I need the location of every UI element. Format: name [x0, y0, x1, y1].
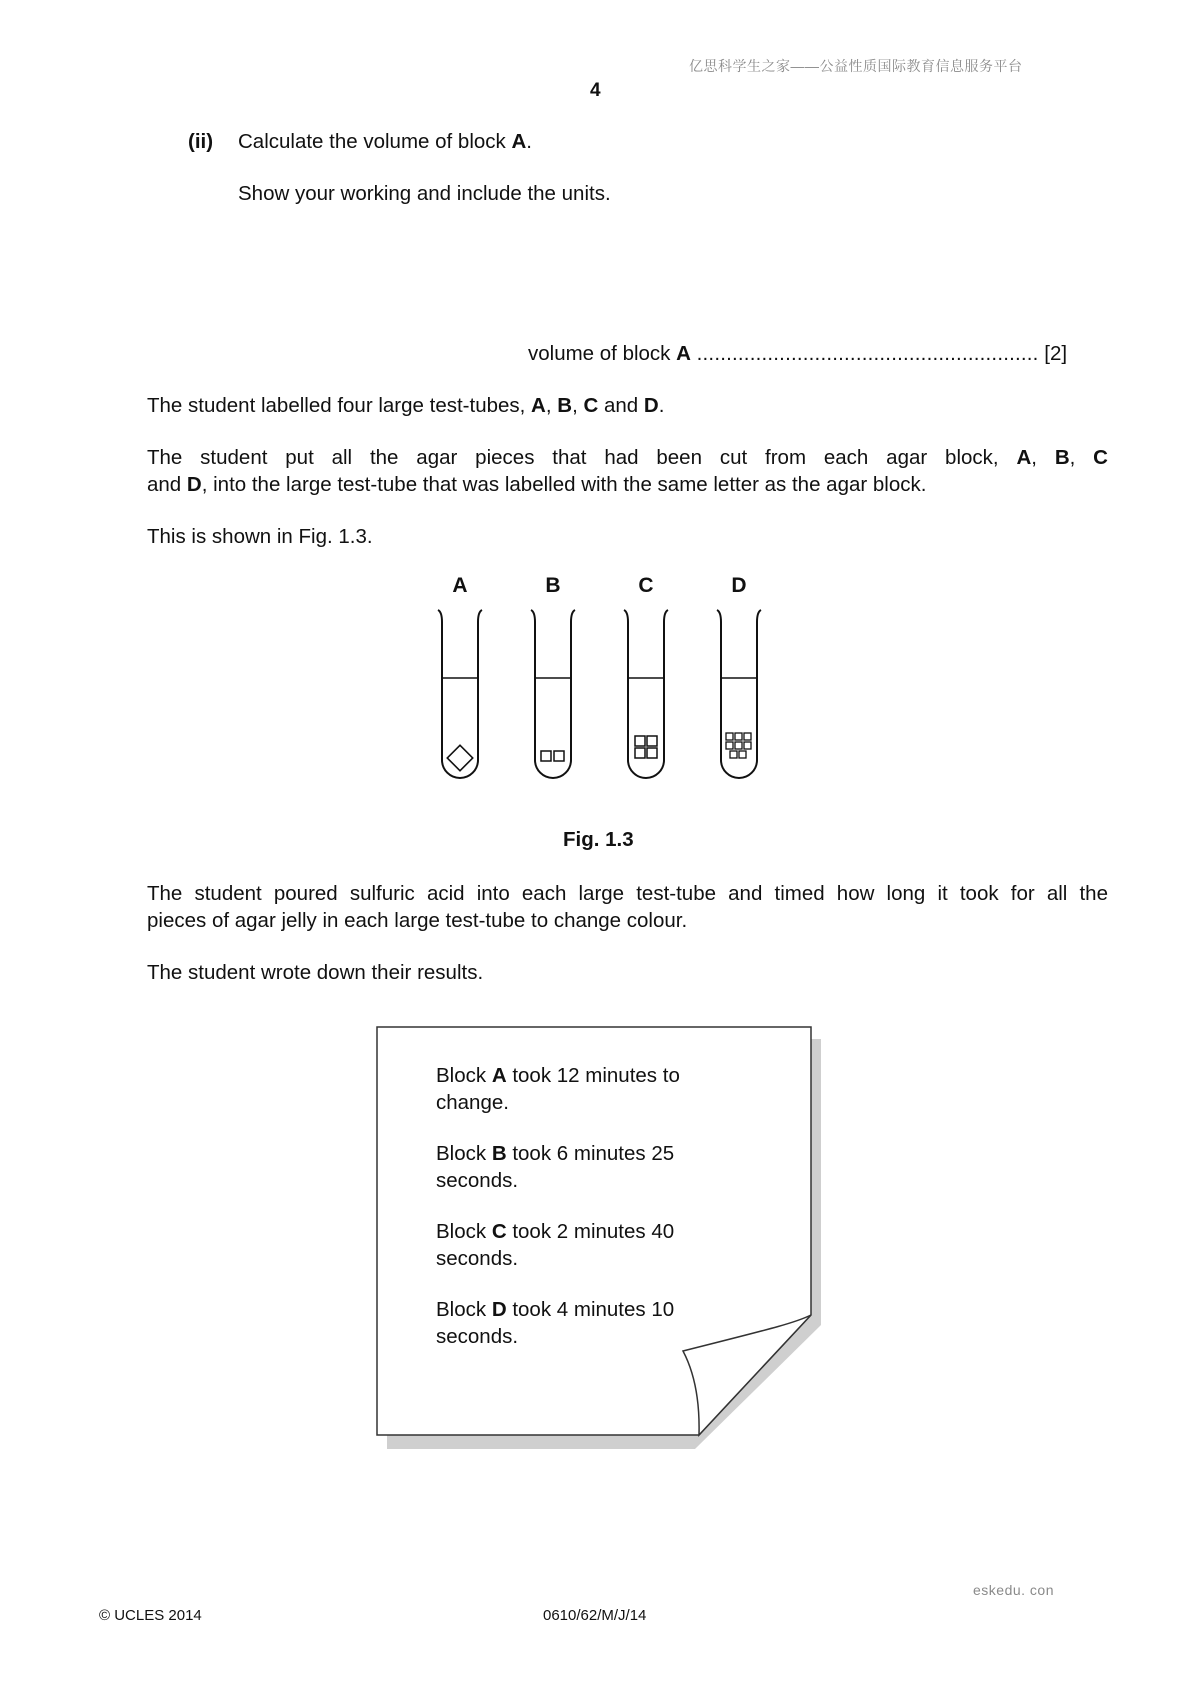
- result-d-letter: D: [491, 1298, 507, 1321]
- agar-piece: [541, 751, 551, 761]
- p2-D: D: [186, 473, 202, 496]
- paragraph-2-line-1: [147, 444, 1108, 471]
- answer-label: volume of block: [528, 342, 677, 365]
- result-d-time: took 4 minutes 10: [506, 1298, 675, 1321]
- p2-text: The student put all the agar pieces that had been cut from each agar block,: [147, 446, 1017, 469]
- tube-label-c: C: [638, 574, 654, 597]
- test-tube-b: [531, 610, 575, 778]
- agar-piece: [744, 742, 751, 749]
- result-d-line-1: [436, 1296, 674, 1323]
- paragraph-5: The student wrote down their results.: [147, 961, 484, 984]
- figure-caption: Fig. 1.3: [563, 828, 634, 851]
- p1-and: and: [598, 394, 644, 417]
- question-text: [238, 128, 532, 155]
- test-tube-a: [438, 610, 482, 778]
- p1-sep1: ,: [545, 394, 558, 417]
- question-instruction: Show your working and include the units.: [238, 182, 611, 205]
- answer-dots: ..........................................................: [696, 342, 1039, 365]
- result-a-line-2: change.: [436, 1091, 509, 1114]
- result-b-letter: B: [491, 1142, 507, 1165]
- p1-sep2: ,: [572, 394, 584, 417]
- agar-piece: [730, 751, 737, 758]
- result-b-block: Block: [436, 1142, 492, 1165]
- paragraph-3: This is shown in Fig. 1.3.: [147, 525, 373, 548]
- agar-piece: [726, 733, 733, 740]
- p2-C: C: [1093, 446, 1108, 469]
- result-c-time: took 2 minutes 40: [506, 1220, 675, 1243]
- agar-piece: [447, 745, 472, 770]
- agar-piece: [635, 748, 645, 758]
- question-block-letter: A: [511, 130, 527, 153]
- result-d-line-2: seconds.: [436, 1325, 519, 1348]
- tube-label-b: B: [545, 574, 561, 597]
- agar-piece: [726, 742, 733, 749]
- result-c-line-2: seconds.: [436, 1247, 519, 1270]
- agar-piece: [744, 733, 751, 740]
- result-c-block: Block: [436, 1220, 492, 1243]
- test-tube-figure: [420, 570, 780, 800]
- p2-line2-text: , into the large test-tube that was labelled with the same letter as the agar block.: [201, 473, 927, 496]
- tube-label-d: D: [731, 574, 747, 597]
- tube-label-a: A: [452, 574, 468, 597]
- question-text-a: Calculate the volume of block: [238, 130, 512, 153]
- p1-text: The student labelled four large test-tubes,: [147, 394, 532, 417]
- result-a-time: took 12 minutes to: [506, 1064, 680, 1087]
- paragraph-4-line-2: pieces of agar jelly in each large test-tube to change colour.: [147, 909, 688, 932]
- paragraph-2-line-2: [147, 471, 926, 498]
- result-b-time: took 6 minutes 25: [506, 1142, 675, 1165]
- result-b-line-1: [436, 1140, 674, 1167]
- result-a-letter: A: [491, 1064, 507, 1087]
- page-number: 4: [590, 80, 601, 101]
- p1-B: B: [557, 394, 573, 417]
- question-text-c: .: [526, 130, 532, 153]
- result-a-block: Block: [436, 1064, 492, 1087]
- test-tube-c: [624, 610, 668, 778]
- test-tube-d: [717, 610, 761, 778]
- tube-outline: [624, 610, 668, 778]
- p1-end: .: [658, 394, 665, 417]
- agar-piece: [554, 751, 564, 761]
- copyright: © UCLES 2014: [99, 1607, 202, 1624]
- p1-A: A: [531, 394, 546, 417]
- answer-label-letter: A: [676, 342, 691, 365]
- p2-B: B: [1054, 446, 1070, 469]
- paragraph-4-line-1: The student poured sulfuric acid into each large test-tube and timed how long it took for all the: [147, 882, 1108, 905]
- p2-sep1: ,: [1031, 446, 1055, 469]
- p1-C: C: [583, 394, 599, 417]
- result-c-letter: C: [491, 1220, 507, 1243]
- result-a-line-1: [436, 1062, 680, 1089]
- answer-line[interactable]: [528, 340, 1108, 367]
- footer-watermark: eskedu. con: [973, 1582, 1054, 1598]
- result-b-line-2: seconds.: [436, 1169, 519, 1192]
- agar-piece: [635, 736, 645, 746]
- p1-D: D: [643, 394, 659, 417]
- p2-A: A: [1016, 446, 1032, 469]
- result-d-block: Block: [436, 1298, 492, 1321]
- paper-code: 0610/62/M/J/14: [543, 1607, 647, 1624]
- header-watermark: 亿思科学生之家——公益性质国际教育信息服务平台: [689, 58, 1023, 74]
- agar-piece: [735, 733, 742, 740]
- paragraph-1: [147, 392, 664, 419]
- agar-piece: [735, 742, 742, 749]
- marks: [2]: [1044, 342, 1068, 365]
- p2-line2-and: and: [147, 473, 187, 496]
- agar-piece: [647, 748, 657, 758]
- tube-outline: [531, 610, 575, 778]
- question-part-label: (ii): [188, 130, 214, 153]
- p2-sep2: ,: [1069, 446, 1094, 469]
- result-c-line-1: [436, 1218, 674, 1245]
- tube-outline: [438, 610, 482, 778]
- agar-piece: [739, 751, 746, 758]
- agar-piece: [647, 736, 657, 746]
